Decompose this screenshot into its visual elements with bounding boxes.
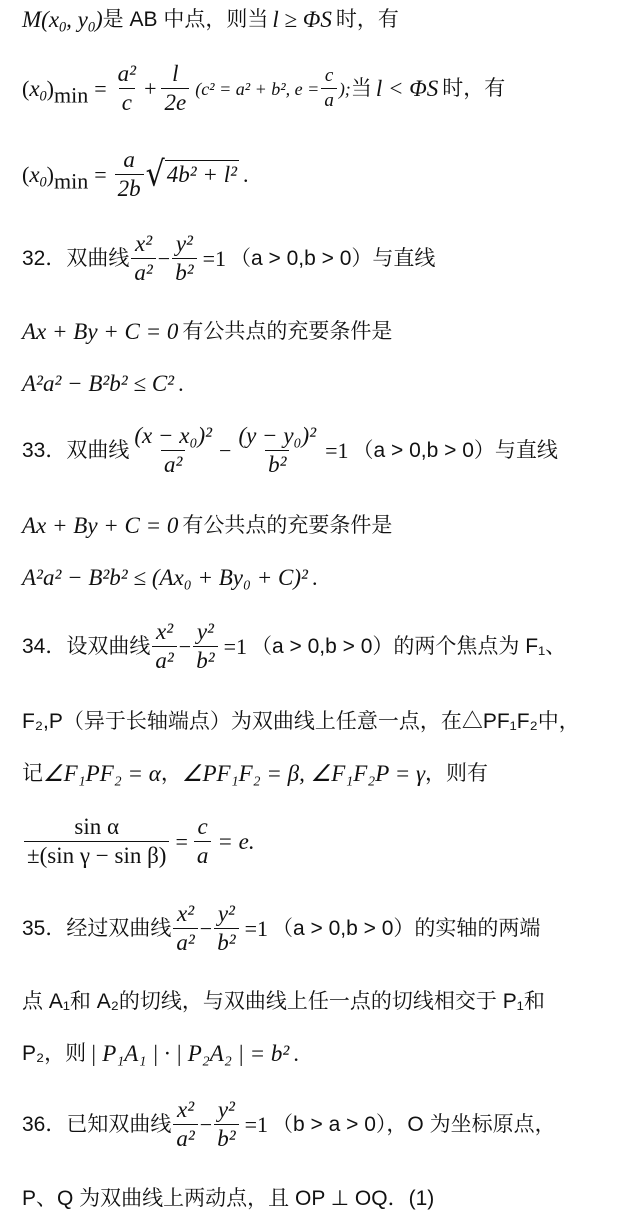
- item-35-line-2: 点 A₁和 A₂的切线，与双曲线上任一点的切线相交于 P₁和: [22, 990, 545, 1013]
- line1-tail: 时，有: [335, 8, 399, 31]
- x0-min-lhs-2: $(x_0)_{min}$: [22, 162, 89, 194]
- midpoint-text: 是 AB 中点，则当: [102, 8, 269, 31]
- condition-lt: l < ΦS: [375, 76, 439, 102]
- fraction-x2-a2: $\frac{\text{x²}}{\text{a²}}$: [131, 232, 155, 285]
- item-32-heading: 32．双曲线 $\frac{\text{x²}}{\text{a²}}$ − $\frac{\text{y²}}{\text{b²}}$ =1 （a > 0,b > 0）与直线: [22, 231, 436, 286]
- item-35-number: 35．经过双曲线: [22, 917, 172, 941]
- fraction-x2-a2: $\frac{\text{x²}}{\text{a²}}$: [173, 1098, 197, 1151]
- item-34-line-2: F₂,P（异于长轴端点）为双曲线上任意一点，在△PF₁F₂中，: [22, 710, 580, 733]
- item-35-heading: 35．经过双曲线 $\frac{\text{x²}}{\text{a²}}$ − $\frac{\text{y²}}{\text{b²}}$ =1 （a > 0,b > 0）的实轴的两端: [22, 901, 541, 956]
- item-33-line-equation: Ax + By + C = 0 有公共点的充要条件是: [22, 513, 393, 538]
- item-36-number: 36．已知双曲线: [22, 1113, 172, 1137]
- item-36-line-2-cut: P、Q 为双曲线上两动点，且 OP ⊥ OQ．(1): [22, 1187, 435, 1210]
- fraction-y2-b2: $\frac{\text{y²}}{\text{b²}}$: [193, 620, 217, 673]
- item-34-number: 34．设双曲线: [22, 635, 151, 659]
- midpoint-expr: $M(x_0$, $y_0$): [22, 7, 103, 36]
- item-34-heading: 34．设双曲线 $\frac{\text{x²}}{\text{a²}}$ − $\frac{\text{y²}}{\text{b²}}$ =1 （a > 0,b > 0）的两个焦点为 F₁、: [22, 619, 567, 674]
- fraction-x2-a2: $\frac{\text{x²}}{\text{a²}}$: [173, 902, 197, 955]
- sqrt-expression: √ 4b² + l²: [145, 153, 237, 195]
- fraction-y2-b2: $\frac{\text{y²}}{\text{b²}}$: [172, 232, 196, 285]
- line-midpoint-condition: [22, 7, 399, 36]
- fraction-a-over-2b: $\frac{a}{2b}$: [115, 148, 144, 201]
- line-x0-min-formula-1: $(x_0)_{min}$ = $\frac{\text{a²}}{c}$ + $\frac{l}{2e}$ (c² = a² + b², e = $\frac{c}{a}$ ); 当 l < ΦS 时，有: [22, 61, 506, 116]
- fraction-c-over-a: $\frac{c}{a}$: [321, 66, 337, 111]
- fraction-shifted-x: $\frac{\text{(x − x₀)²}}{\text{a²}}$: [134, 423, 213, 478]
- item-33-condition: A²a² − B²b² ≤ (Ax₀ + By₀ + C)² .: [22, 564, 318, 590]
- item-32-line-equation: Ax + By + C = 0 有公共点的充要条件是: [22, 319, 393, 344]
- fraction-a2-over-c: $\frac{\text{a²}}{c}$: [117, 61, 137, 116]
- paren-definition: (c² = a² + b², e =: [195, 78, 320, 99]
- item-34-result: $\frac{\text{sin α}}{\text{±(sin γ − sin β)}}$ = $\frac{c}{a}$ = e.: [22, 815, 255, 868]
- item-32-number: 32．双曲线: [22, 247, 130, 271]
- line-x0-min-formula-2: $(x_0)_{min}$ = $\frac{a}{2b}$ √ 4b² + l² .: [22, 147, 249, 202]
- item-36-heading: 36．已知双曲线 $\frac{\text{x²}}{\text{a²}}$ − $\frac{\text{y²}}{\text{b²}}$ =1 （b > a > 0），O 为坐标原点，: [22, 1097, 556, 1152]
- item-32-condition: A²a² − B²b² ≤ C² .: [22, 370, 184, 396]
- item-33-heading: 33．双曲线 $\frac{\text{(x − x₀)²}}{\text{a²}}$ − $\frac{\text{(y − y₀)²}}{\text{b²}}$ =1 （a > 0,b > 0）与直线: [22, 423, 558, 478]
- fraction-l-over-2e: $\frac{l}{2e}$: [161, 62, 189, 115]
- x0-min-lhs: $(x_0)_{min}$: [22, 76, 89, 108]
- fraction-y2-b2: $\frac{\text{y²}}{\text{b²}}$: [214, 902, 238, 955]
- item-34-angles: 记 ∠F₁PF₂ = α ， ∠PF₁F₂ = β, ∠F₁F₂P = γ ，则有: [22, 761, 489, 786]
- item-33-number: 33．双曲线: [22, 439, 130, 463]
- fraction-c-over-a: $\frac{c}{a}$: [194, 815, 212, 868]
- fraction-sine-ratio: $\frac{\text{sin α}}{\text{±(sin γ − sin β)}}$: [24, 815, 169, 868]
- item-35-result: P₂，则 | P₁A₁ | · | P₂A₂ | = b² .: [22, 1040, 299, 1066]
- fraction-x2-a2: $\frac{\text{x²}}{\text{a²}}$: [152, 620, 176, 673]
- fraction-shifted-y: $\frac{\text{(y − y₀)²}}{\text{b²}}$: [238, 423, 317, 478]
- fraction-y2-b2: $\frac{\text{y²}}{\text{b²}}$: [214, 1098, 238, 1151]
- condition-ge: l ≥ ΦS: [272, 7, 332, 32]
